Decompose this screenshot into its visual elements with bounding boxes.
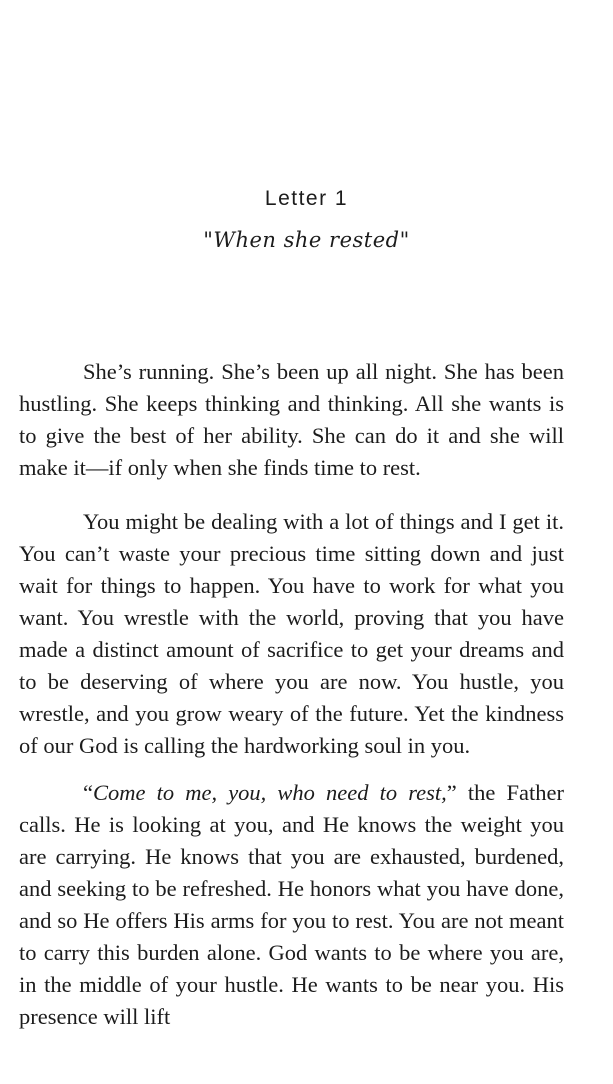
paragraph-1: She’s running. She’s been up all night. She has been hustling. She keeps thinking and thinking. All she wants is to give the best of her ability. She can do it and she will make it—if only when she finds time to rest. <box>19 359 564 480</box>
paragraph-3 <box>19 777 564 1033</box>
paragraph-3-text: the Father calls. He is looking at you, and He knows the weight you are carrying. He knows that you are exhausted, burdened, and seeking to be refreshed. He honors what you have done, and so He offers His arms for you to rest. You are not meant to carry this burden alone. God wants to be where you are, in the middle of your hustle. He wants to be near you. His presence will lift <box>19 780 564 1029</box>
letter-subtitle: "When she rested" <box>203 228 410 252</box>
paragraph-1-block <box>19 356 564 484</box>
italic-quote: Come to me, you, who need to rest, <box>93 780 447 805</box>
paragraph-2: You might be dealing with a lot of things and I get it. You can’t waste your precious time sitting down and just wait for things to happen. You have to work for what you want. You wrestle with the world, proving that you have made a distinct amount of sacrifice to get your dreams and to be deserving of where you are now. You hustle, you wrestle, and you grow weary of the future. Yet the kindness of our God is calling the hardworking soul in you. <box>19 509 564 758</box>
quote-close-mark: ” <box>446 780 457 805</box>
quote-open-mark: “ <box>83 780 93 805</box>
paragraph-3-block <box>19 777 564 1033</box>
letter-heading: Letter 1 <box>264 187 349 210</box>
paragraph-2-block <box>19 506 564 762</box>
